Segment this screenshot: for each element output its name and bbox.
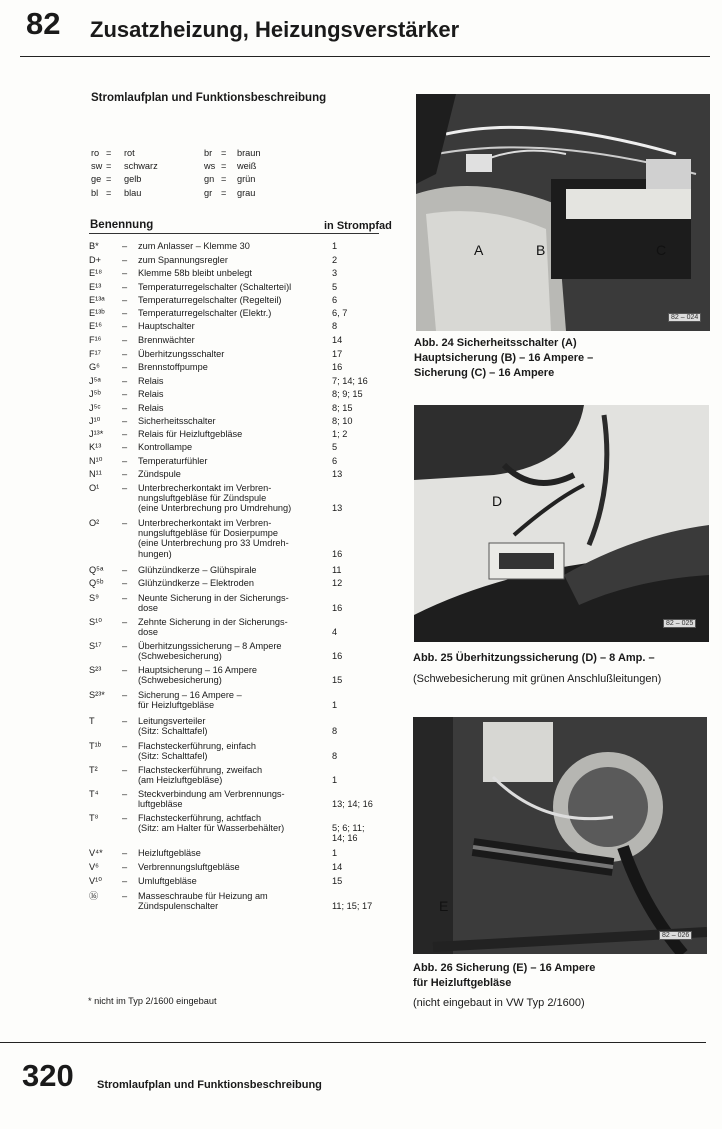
item-description: Relais xyxy=(138,389,164,399)
item-description: Unterbrecherkontakt im Verbren- nungsluftgebläse für Zündspule (eine Unterbrechung pro Umdrehung) xyxy=(138,483,292,514)
item-code: F¹⁷ xyxy=(89,349,101,359)
item-code: J¹³* xyxy=(89,429,104,439)
legend-eq: = xyxy=(221,174,227,184)
footnote: * nicht im Typ 2/1600 eingebaut xyxy=(88,996,217,1006)
legend-name: schwarz xyxy=(124,161,158,171)
item-current-path: 5 xyxy=(332,282,338,292)
legend-eq: = xyxy=(106,174,112,184)
item-current-path: 15 xyxy=(332,675,343,686)
photo-label: C xyxy=(656,242,667,258)
item-dash: – xyxy=(122,389,128,399)
item-description: Flachsteckerführung, achtfach (Sitz: am Halter für Wasserbehälter) xyxy=(138,813,285,834)
list-heading-path: in Strompfad xyxy=(324,220,392,232)
figure-caption: Abb. 26 Sicherung (E) – 16 Ampere für Heizluftgebläse xyxy=(413,962,596,989)
item-dash: – xyxy=(122,483,128,493)
item-code: V⁴* xyxy=(89,848,103,858)
item-current-path: 4 xyxy=(332,627,338,638)
item-code: V⁶ xyxy=(89,862,99,872)
legend-eq: = xyxy=(106,188,112,198)
photo-tag: 82 – 025 xyxy=(663,619,696,628)
item-code: E¹⁸ xyxy=(89,268,103,278)
item-dash: – xyxy=(122,335,128,345)
item-description: Flachsteckerführung, einfach (Sitz: Schalttafel) xyxy=(138,741,256,762)
item-code: T xyxy=(89,716,95,726)
item-dash: – xyxy=(122,518,128,528)
item-description: Relais xyxy=(138,403,164,413)
item-current-path: 11 xyxy=(332,565,342,575)
item-description: Sicherung – 16 Ampere – für Heizluftgebläse xyxy=(138,690,242,711)
item-dash: – xyxy=(122,268,128,278)
item-code: D+ xyxy=(89,255,102,265)
item-dash: – xyxy=(122,362,128,372)
item-dash: – xyxy=(122,741,128,751)
item-current-path: 5 xyxy=(332,442,338,452)
item-current-path: 1 xyxy=(332,775,338,786)
item-description: Temperaturregelschalter (Regelteil) xyxy=(138,295,282,305)
item-current-path: 12 xyxy=(332,578,343,588)
item-current-path: 17 xyxy=(332,349,343,359)
item-current-path: 7; 14; 16 xyxy=(332,376,368,386)
item-current-path: 6 xyxy=(332,295,338,305)
item-code: J¹⁰ xyxy=(89,416,101,426)
item-dash: – xyxy=(122,565,128,575)
item-code: E¹³ xyxy=(89,282,102,292)
legend-name: rot xyxy=(124,148,135,158)
photo-label: E xyxy=(439,898,449,914)
figure-caption: Abb. 24 Sicherheitsschalter (A) Hauptsicherung (B) – 16 Ampere – Sicherung (C) – 16 Ampere xyxy=(414,337,594,379)
photo-overheat-fuse xyxy=(414,405,709,642)
list-heading-name: Benennung xyxy=(90,219,154,231)
item-description: Kontrollampe xyxy=(138,442,193,452)
item-description: Leitungsverteiler (Sitz: Schalttafel) xyxy=(138,716,208,737)
chapter-title: Zusatzheizung, Heizungsverstärker xyxy=(90,17,460,42)
item-code: G⁶ xyxy=(89,362,100,372)
item-description: Masseschraube für Heizung am Zündspulenschalter xyxy=(138,891,268,912)
legend-eq: = xyxy=(221,148,227,158)
item-current-path: 1 xyxy=(332,241,338,251)
footer-text: Stromlaufplan und Funktionsbeschreibung xyxy=(97,1079,322,1091)
item-description: zum Spannungsregler xyxy=(138,255,228,265)
legend-abbr: ge xyxy=(91,174,102,184)
item-dash: – xyxy=(122,469,128,479)
item-dash: – xyxy=(122,617,128,627)
item-description: Brennstoffpumpe xyxy=(138,362,208,372)
header-rule xyxy=(20,56,710,57)
item-code: O¹ xyxy=(89,483,100,493)
item-description: Temperaturfühler xyxy=(138,456,208,466)
item-current-path: 6, 7 xyxy=(332,308,348,318)
item-description: Umluftgebläse xyxy=(138,876,197,886)
legend-abbr: bl xyxy=(91,188,99,198)
item-current-path: 16 xyxy=(332,603,343,614)
legend-name: braun xyxy=(237,148,261,158)
item-current-path: 8 xyxy=(332,751,338,762)
legend-name: blau xyxy=(124,188,142,198)
item-description: Flachsteckerführung, zweifach (am Heizluftgebläse) xyxy=(138,765,263,786)
item-code: S¹⁷ xyxy=(89,641,102,651)
figure-caption: Abb. 25 Überhitzungssicherung (D) – 8 Amp. – xyxy=(413,652,655,664)
item-dash: – xyxy=(122,241,128,251)
item-dash: – xyxy=(122,255,128,265)
item-description: Brennwächter xyxy=(138,335,195,345)
item-dash: – xyxy=(122,456,128,466)
legend-abbr: sw xyxy=(91,161,103,171)
item-current-path: 13 xyxy=(332,503,343,514)
legend-name: grau xyxy=(237,188,256,198)
item-dash: – xyxy=(122,442,128,452)
item-dash: – xyxy=(122,876,128,886)
photo-blower-fuse xyxy=(413,717,707,954)
page-number: 320 xyxy=(22,1058,74,1093)
legend-eq: = xyxy=(106,161,112,171)
item-description: Zehnte Sicherung in der Sicherungs- dose xyxy=(138,617,288,638)
item-description: Glühzündkerze – Glühspirale xyxy=(138,565,257,575)
item-dash: – xyxy=(122,665,128,675)
item-description: Hauptsicherung – 16 Ampere (Schwebesicherung) xyxy=(138,665,258,686)
item-description: Überhitzungssicherung – 8 Ampere (Schwebesicherung) xyxy=(138,641,282,662)
item-current-path: 6 xyxy=(332,456,338,466)
item-description: Hauptschalter xyxy=(138,321,195,331)
item-code: J⁵ᵇ xyxy=(89,389,101,399)
item-code: T⁴ xyxy=(89,789,99,799)
item-dash: – xyxy=(122,813,128,823)
legend-eq: = xyxy=(106,148,112,158)
item-current-path: 1 xyxy=(332,700,338,711)
item-dash: – xyxy=(122,295,128,305)
item-code: T⁸ xyxy=(89,813,99,823)
item-dash: – xyxy=(122,593,128,603)
item-dash: – xyxy=(122,429,128,439)
item-dash: – xyxy=(122,308,128,318)
legend-eq: = xyxy=(221,188,227,198)
item-description: Überhitzungsschalter xyxy=(138,349,225,359)
legend-abbr: ro xyxy=(91,148,100,158)
chapter-number: 82 xyxy=(26,6,61,41)
item-description: Steckverbindung am Verbrennungs- luftgebläse xyxy=(138,789,285,810)
item-code: ⑯ xyxy=(89,891,99,901)
photo-label: B xyxy=(536,242,546,258)
item-current-path: 1 xyxy=(332,848,338,858)
item-current-path: 13; 14; 16 xyxy=(332,799,373,810)
item-current-path: 8 xyxy=(332,321,338,331)
section-subtitle: Stromlaufplan und Funktionsbeschreibung xyxy=(91,92,327,104)
item-code: T² xyxy=(89,765,98,775)
item-code: F¹⁶ xyxy=(89,335,102,345)
photo-tag: 82 – 024 xyxy=(668,313,701,322)
item-code: K¹³ xyxy=(89,442,102,452)
item-code: S⁹ xyxy=(89,593,100,603)
item-current-path: 8; 9; 15 xyxy=(332,389,363,399)
item-code: T¹ᵇ xyxy=(89,741,102,751)
item-current-path: 1; 2 xyxy=(332,429,348,439)
item-code: J⁵ᵃ xyxy=(89,376,101,386)
item-current-path: 5; 6; 11; 14; 16 xyxy=(332,823,365,844)
item-description: zum Anlasser – Klemme 30 xyxy=(138,241,250,251)
legend-abbr: gr xyxy=(204,188,213,198)
item-current-path: 16 xyxy=(332,362,343,372)
item-description: Verbrennungsluftgebläse xyxy=(138,862,240,872)
item-dash: – xyxy=(122,403,128,413)
item-dash: – xyxy=(122,641,128,651)
legend-name: gelb xyxy=(124,174,142,184)
photo-tag: 82 – 026 xyxy=(659,931,692,940)
item-description: Neunte Sicherung in der Sicherungs- dose xyxy=(138,593,289,614)
item-dash: – xyxy=(122,282,128,292)
item-code: B* xyxy=(89,241,99,251)
footer-rule xyxy=(0,1042,706,1043)
item-description: Sicherheitsschalter xyxy=(138,416,216,426)
item-code: Q⁵ᵇ xyxy=(89,578,104,588)
item-code: N¹⁰ xyxy=(89,456,103,466)
legend-abbr: gn xyxy=(204,174,215,184)
item-current-path: 8; 10 xyxy=(332,416,353,426)
item-code: S²³* xyxy=(89,690,105,700)
legend-abbr: ws xyxy=(204,161,216,171)
item-description: Zündspule xyxy=(138,469,181,479)
item-dash: – xyxy=(122,765,128,775)
figure-caption-note: (Schwebesicherung mit grünen Anschlußleitungen) xyxy=(413,673,662,685)
item-current-path: 14 xyxy=(332,335,343,345)
item-description: Temperaturregelschalter (Schaltertei)l xyxy=(138,282,292,292)
item-description: Unterbrecherkontakt im Verbren- nungsluftgebläse für Dosierpumpe (eine Unterbrechung pro 33 Umdreh- hungen) xyxy=(138,518,289,559)
item-current-path: 8 xyxy=(332,726,338,737)
item-dash: – xyxy=(122,416,128,426)
item-description: Glühzündkerze – Elektroden xyxy=(138,578,254,588)
item-dash: – xyxy=(122,891,128,901)
item-description: Relais xyxy=(138,376,164,386)
item-code: J⁵ᶜ xyxy=(89,403,101,413)
legend-eq: = xyxy=(221,161,227,171)
item-dash: – xyxy=(122,862,128,872)
item-code: S²³ xyxy=(89,665,102,675)
item-current-path: 11; 15; 17 xyxy=(332,901,373,912)
photo-label: D xyxy=(492,493,503,509)
item-code: Q⁵ᵃ xyxy=(89,565,104,575)
item-description: Temperaturregelschalter (Elektr.) xyxy=(138,308,272,318)
item-current-path: 14 xyxy=(332,862,343,872)
item-code: N¹¹ xyxy=(89,469,102,479)
item-code: E¹⁶ xyxy=(89,321,102,331)
legend-name: grün xyxy=(237,174,256,184)
item-dash: – xyxy=(122,690,128,700)
legend-name: weiß xyxy=(237,161,257,171)
item-dash: – xyxy=(122,716,128,726)
item-dash: – xyxy=(122,848,128,858)
list-heading-rule xyxy=(89,233,379,234)
item-description: Klemme 58b bleibt unbelegt xyxy=(138,268,252,278)
item-dash: – xyxy=(122,321,128,331)
item-code: V¹⁰ xyxy=(89,876,102,886)
item-current-path: 16 xyxy=(332,651,343,662)
item-dash: – xyxy=(122,789,128,799)
item-code: S¹⁰ xyxy=(89,617,102,627)
legend-abbr: br xyxy=(204,148,213,158)
item-current-path: 8; 15 xyxy=(332,403,353,413)
item-description: Heizluftgebläse xyxy=(138,848,201,858)
item-code: E¹³ᵃ xyxy=(89,295,105,305)
photo-fuse-box xyxy=(416,94,710,331)
item-code: O² xyxy=(89,518,100,528)
item-current-path: 2 xyxy=(332,255,338,265)
item-code: E¹³ᵇ xyxy=(89,308,105,318)
item-current-path: 15 xyxy=(332,876,343,886)
item-dash: – xyxy=(122,578,128,588)
item-description: Relais für Heizluftgebläse xyxy=(138,429,243,439)
item-current-path: 16 xyxy=(332,548,343,559)
figure-caption-note: (nicht eingebaut in VW Typ 2/1600) xyxy=(413,997,585,1009)
item-dash: – xyxy=(122,376,128,386)
item-current-path: 3 xyxy=(332,268,338,278)
item-current-path: 13 xyxy=(332,469,343,479)
item-dash: – xyxy=(122,349,128,359)
photo-label: A xyxy=(474,242,484,258)
